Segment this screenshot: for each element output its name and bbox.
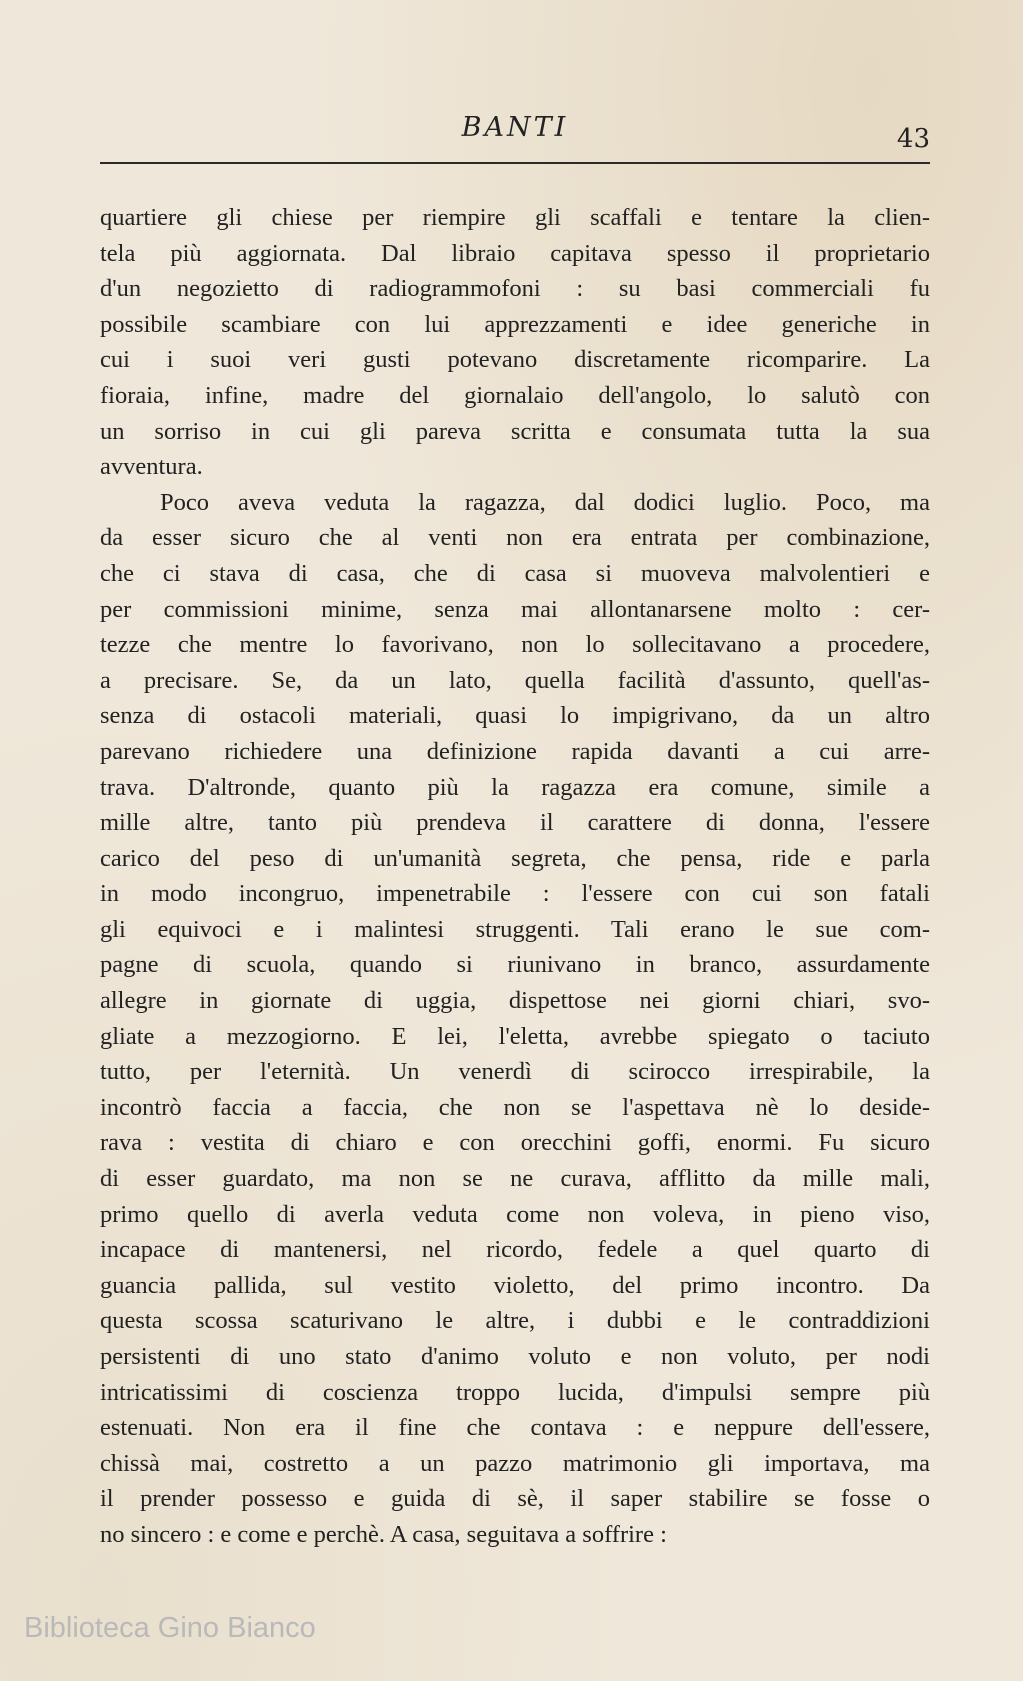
text-line: incapace di mantenersi, nel ricordo, fedele a quel quarto di xyxy=(100,1236,930,1264)
text-line: parevano richiedere una definizione rapida davanti a cui arre- xyxy=(100,737,930,765)
text-line: persistenti di uno stato d'animo voluto e non voluto, per nodi xyxy=(100,1343,930,1370)
text-line: avventura. xyxy=(100,453,203,481)
text-line: mille altre, tanto più prendeva il carattere di donna, l'essere xyxy=(100,809,930,837)
text-line: tutto, per l'eternità. Un venerdì di scirocco irrespirabile, la xyxy=(100,1058,930,1086)
text-line: cui i suoi veri gusti potevano discretamente ricomparire. La xyxy=(100,346,930,374)
text-line: gliate a mezzogiorno. E lei, l'eletta, avrebbe spiegato o taciuto xyxy=(100,1022,930,1050)
text-line: incontrò faccia a faccia, che non se l'aspettava nè lo deside- xyxy=(100,1093,930,1121)
text-line: quartiere gli chiese per riempire gli scaffali e tentare la clien- xyxy=(100,204,930,231)
text-line: a precisare. Se, da un lato, quella facilità d'assunto, quell'as- xyxy=(100,666,930,694)
text-line: un sorriso in cui gli pareva scritta e consumata tutta la sua xyxy=(100,417,930,445)
paragraph xyxy=(100,200,930,485)
running-head-title: BANTI xyxy=(461,112,569,143)
text-line: per commissioni minime, senza mai allontanarsene molto : cer- xyxy=(100,595,930,623)
text-line: estenuati. Non era il fine che contava : e neppure dell'essere, xyxy=(100,1414,930,1442)
text-line: questa scossa scaturivano le altre, i dubbi e le contraddizioni xyxy=(100,1307,930,1335)
watermark: Biblioteca Gino Bianco xyxy=(24,1612,316,1644)
text-line: in modo incongruo, impenetrabile : l'essere con cui son fatali xyxy=(100,880,930,908)
page-number: 43 xyxy=(896,124,930,154)
text-line: carico del peso di un'umanità segreta, che pensa, ride e parla xyxy=(100,844,930,872)
body-text xyxy=(100,200,930,1553)
text-line: chissà mai, costretto a un pazzo matrimonio gli importava, ma xyxy=(100,1449,930,1477)
text-line: guancia pallida, sul vestito violetto, del primo incontro. Da xyxy=(100,1271,930,1299)
text-line: di esser guardato, ma non se ne curava, afflitto da mille mali, xyxy=(100,1165,930,1193)
text-line: primo quello di averla veduta come non voleva, in pieno viso, xyxy=(100,1200,930,1228)
paragraph xyxy=(100,485,930,1553)
text-line: no sincero : e come e perchè. A casa, seguitava a soffrire : xyxy=(100,1520,667,1548)
text-line: trava. D'altronde, quanto più la ragazza era comune, simile a xyxy=(100,773,930,801)
text-line: senza di ostacoli materiali, quasi lo impigrivano, da un altro xyxy=(100,702,930,730)
text-line: da esser sicuro che al venti non era entrata per combinazione, xyxy=(100,524,930,552)
text-line: gli equivoci e i malintesi struggenti. Tali erano le sue com- xyxy=(100,915,930,943)
text-line: intricatissimi di coscienza troppo lucida, d'impulsi sempre più xyxy=(100,1378,930,1406)
text-line: possibile scambiare con lui apprezzamenti e idee generiche in xyxy=(100,310,930,338)
text-line: pagne di scuola, quando si riunivano in branco, assurdamente xyxy=(100,951,930,979)
text-line: Poco aveva veduta la ragazza, dal dodici luglio. Poco, ma xyxy=(160,488,930,516)
text-line: rava : vestita di chiaro e con orecchini goffi, enormi. Fu sicuro xyxy=(100,1129,930,1157)
text-line: tela più aggiornata. Dal libraio capitava spesso il proprietario xyxy=(100,239,930,267)
running-head xyxy=(100,112,930,162)
text-line: allegre in giornate di uggia, dispettose nei giorni chiari, svo- xyxy=(100,987,930,1015)
text-line: fioraia, infine, madre del giornalaio dell'angolo, lo salutò con xyxy=(100,381,930,409)
text-line: il prender possesso e guida di sè, il saper stabilire se fosse o xyxy=(100,1485,930,1513)
text-line: tezze che mentre lo favorivano, non lo sollecitavano a procedere, xyxy=(100,631,930,659)
header-rule xyxy=(100,162,930,164)
text-line: che ci stava di casa, che di casa si muoveva malvolentieri e xyxy=(100,559,930,587)
text-line: d'un negozietto di radiogrammofoni : su basi commerciali fu xyxy=(100,275,930,303)
